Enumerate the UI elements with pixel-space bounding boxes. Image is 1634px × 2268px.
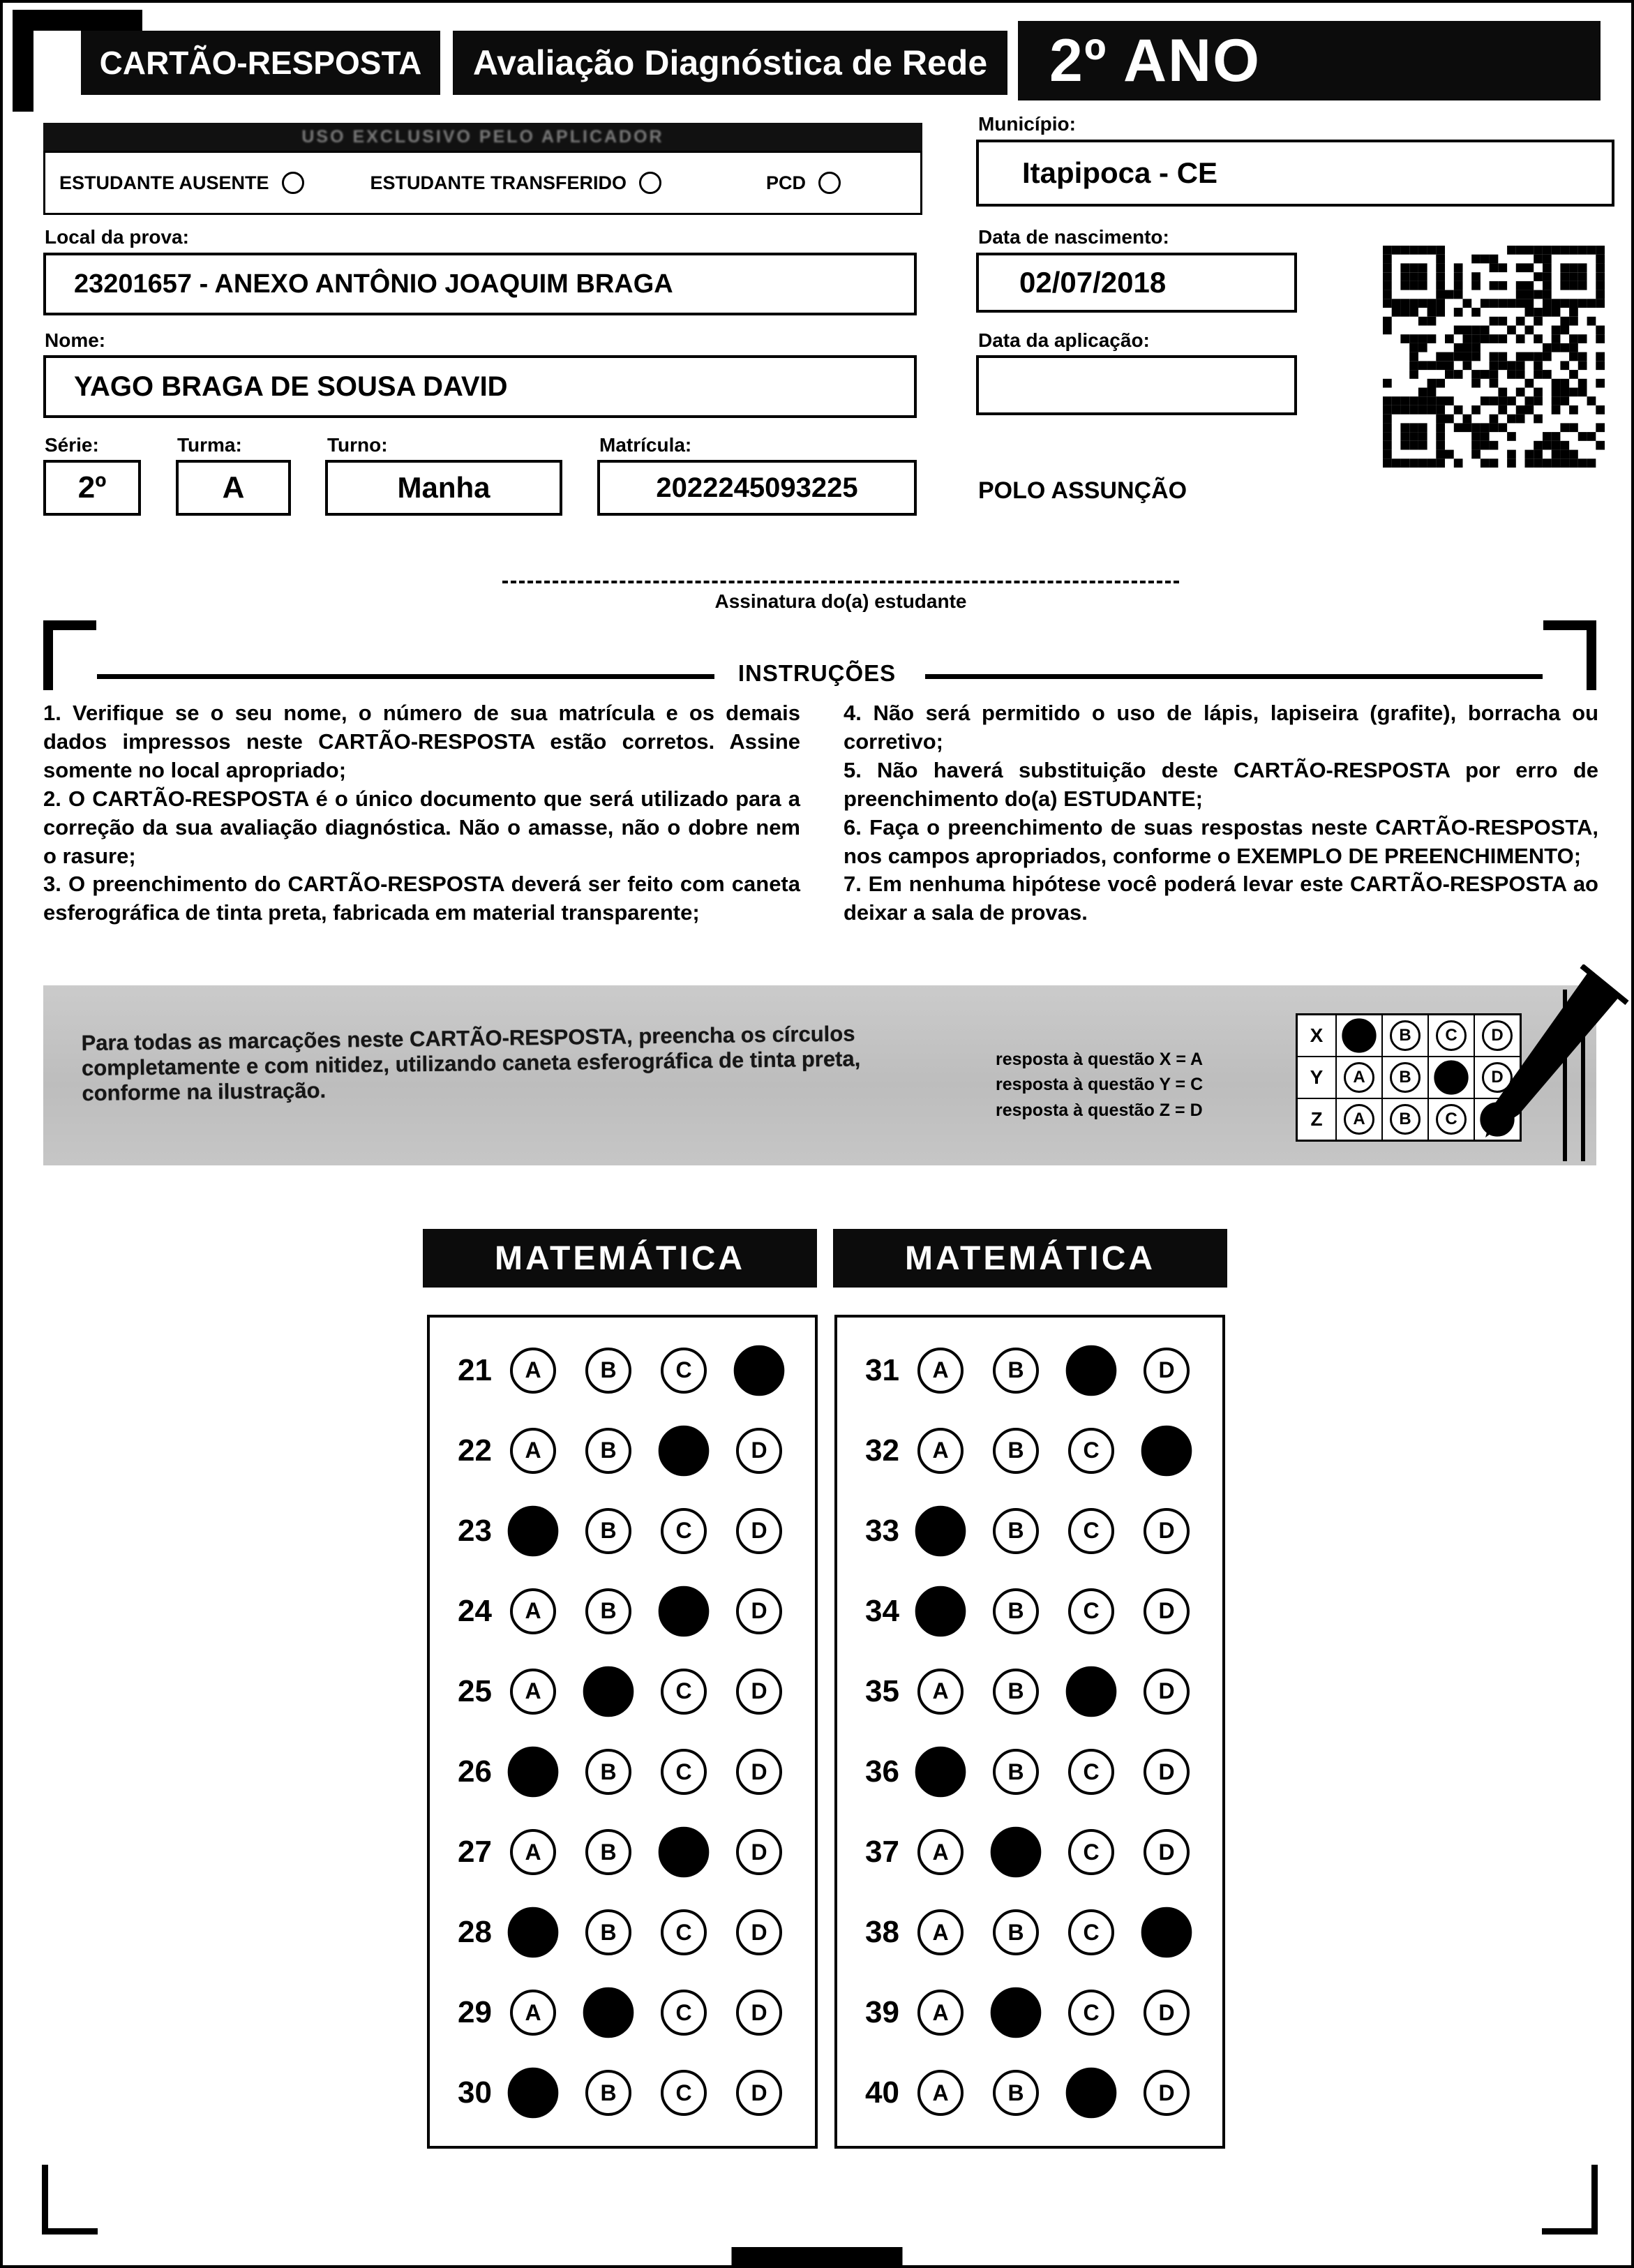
nascimento-label: Data de nascimento:	[978, 226, 1169, 248]
answer-bubble[interactable]: A	[510, 1990, 556, 2036]
subject-header-1: MATEMÁTICA	[423, 1229, 817, 1288]
question-row	[865, 2070, 1222, 2116]
corner-mark-top-left-vertical	[13, 10, 33, 112]
illustration-edge-line-2	[1581, 990, 1585, 1161]
answer-bubble[interactable]: D	[736, 1428, 782, 1474]
question-row	[865, 1669, 1222, 1715]
question-number: 27	[458, 1835, 492, 1870]
example-legend	[996, 1047, 1203, 1123]
answer-bubble[interactable]: D	[736, 1990, 782, 2036]
question-row	[458, 1829, 815, 1875]
answer-bubble-filled[interactable]	[508, 1505, 559, 1556]
answer-bubble[interactable]: B	[993, 1909, 1039, 1955]
answer-bubble[interactable]: C	[661, 1990, 707, 2036]
answer-bubble-filled[interactable]	[583, 1987, 634, 2038]
answer-bubble-filled[interactable]	[508, 1747, 559, 1798]
answer-bubble-filled[interactable]	[915, 1747, 966, 1798]
example-bubble-filled	[1342, 1018, 1376, 1052]
question-number: 30	[458, 2075, 492, 2110]
instruction-item: 6. Faça o preenchimento de suas respostas neste CARTÃO-RESPOSTA, nos campos apropriados, conforme o EXEMPLO DE PREENCHIMENTO;	[844, 814, 1598, 868]
municipio-label: Município:	[978, 113, 1076, 135]
question-row	[865, 1508, 1222, 1554]
answer-bubble[interactable]: C	[661, 1508, 707, 1554]
answer-bubble[interactable]: A	[510, 1348, 556, 1394]
answer-bubble[interactable]: C	[1068, 1990, 1114, 2036]
answer-bubble[interactable]: A	[917, 1990, 964, 2036]
example-bubble-cell	[1383, 1015, 1427, 1056]
answer-grid-2	[834, 1315, 1225, 2149]
answer-bubble[interactable]: A	[917, 1909, 964, 1955]
instruction-item: 1. Verifique se o seu nome, o número de sua matrícula e os demais dados impressos neste CARTÃO-RESPOSTA estão corretos. Assine somente no local apropriado;	[43, 701, 800, 782]
nome-field[interactable]	[43, 355, 917, 418]
aplicador-bar-text: USO EXCLUSIVO PELO APLICADOR	[301, 126, 664, 147]
signature-label: Assinatura do(a) estudante	[714, 590, 967, 612]
nome-value: YAGO BRAGA DE SOUSA DAVID	[74, 371, 508, 402]
answer-bubble[interactable]: B	[993, 1508, 1039, 1554]
answer-bubble[interactable]: D	[736, 1749, 782, 1795]
question-row	[458, 2070, 815, 2116]
instructions-rule-right	[925, 674, 1543, 679]
question-row	[458, 1588, 815, 1634]
turma-field[interactable]	[176, 460, 291, 516]
local-prova-value: 23201657 - ANEXO ANTÔNIO JOAQUIM BRAGA	[74, 269, 673, 299]
status-checkbox-item	[766, 172, 841, 194]
instructions-right	[844, 699, 1598, 927]
answer-bubble[interactable]: D	[736, 1588, 782, 1634]
answer-bubble[interactable]: A	[510, 1829, 556, 1875]
grade-banner	[1018, 21, 1601, 100]
answer-bubble[interactable]: C	[1068, 1829, 1114, 1875]
answer-bubble-filled[interactable]	[915, 1586, 966, 1637]
answer-bubble[interactable]: A	[917, 1669, 964, 1715]
answer-bubble-filled[interactable]	[659, 1586, 710, 1637]
answer-bubble[interactable]: B	[993, 2070, 1039, 2116]
example-bubble-cell	[1429, 1015, 1474, 1056]
question-number: 39	[865, 1995, 899, 2030]
answer-bubble[interactable]: C	[1068, 1428, 1114, 1474]
answer-bubble[interactable]: D	[1144, 1990, 1190, 2036]
status-checkbox-circle[interactable]	[818, 172, 841, 194]
answer-bubble[interactable]: B	[585, 1348, 631, 1394]
example-bubble: B	[1390, 1104, 1421, 1135]
example-bubble-filled	[1434, 1060, 1468, 1094]
answer-bubble[interactable]: C	[661, 1749, 707, 1795]
question-number: 28	[458, 1915, 492, 1950]
question-row	[865, 1428, 1222, 1474]
grade-label: 2º ANO	[1049, 27, 1261, 94]
illustration-edge-line-1	[1563, 990, 1567, 1161]
answer-bubble[interactable]: D	[736, 1669, 782, 1715]
serie-field[interactable]	[43, 460, 141, 516]
answer-bubble[interactable]: D	[1144, 1669, 1190, 1715]
answer-bubble[interactable]: B	[585, 1749, 631, 1795]
question-row	[865, 1348, 1222, 1394]
question-row	[458, 1508, 815, 1554]
question-number: 38	[865, 1915, 899, 1950]
answer-bubble-filled[interactable]	[734, 1345, 785, 1396]
answer-bubble[interactable]: B	[585, 1428, 631, 1474]
question-row	[865, 1588, 1222, 1634]
answer-bubble[interactable]: D	[1144, 1508, 1190, 1554]
example-bubble: A	[1344, 1104, 1374, 1135]
question-number: 35	[865, 1673, 899, 1708]
answer-bubble-filled[interactable]	[659, 1827, 710, 1878]
answer-bubble[interactable]: C	[661, 1348, 707, 1394]
municipio-field[interactable]	[976, 140, 1614, 207]
card-title: CARTÃO-RESPOSTA	[99, 45, 422, 81]
qr-code	[1383, 246, 1605, 468]
question-row	[458, 1749, 815, 1795]
example-bubble-cell	[1383, 1099, 1427, 1140]
answer-bubble[interactable]: B	[585, 2070, 631, 2116]
answer-bubble-filled[interactable]	[1141, 1907, 1192, 1958]
question-number: 23	[458, 1513, 492, 1548]
answer-bubble[interactable]: C	[1068, 1588, 1114, 1634]
answer-bubble-filled[interactable]	[508, 1907, 559, 1958]
aplicacao-field[interactable]	[976, 355, 1297, 415]
serie-value: 2º	[77, 470, 107, 505]
corner-mark-bottom-left-vertical	[42, 2165, 48, 2235]
example-bubble-cell	[1429, 1057, 1474, 1098]
example-legend-line: resposta à questão Y = C	[996, 1075, 1204, 1095]
signature-line[interactable]	[502, 581, 1179, 583]
answer-bubble[interactable]: B	[585, 1829, 631, 1875]
status-checkbox-label: PCD	[766, 172, 807, 193]
local-prova-label: Local da prova:	[45, 226, 189, 248]
instruction-item: 2. O CARTÃO-RESPOSTA é o único documento que será utilizado para a correção da sua avaliação diagnóstica. Não o amasse, não o dobre nem o rasure;	[43, 786, 800, 868]
answer-bubble[interactable]: A	[917, 1829, 964, 1875]
fill-example-note: Para todas as marcações neste CARTÃO-RESPOSTA, preencha os círculos completamente e com nitidez, utilizando caneta esferográfica de tinta preta, conforme na ilustração.	[81, 1021, 861, 1106]
status-checkbox-label: ESTUDANTE AUSENTE	[59, 172, 269, 193]
aplicador-bar	[43, 123, 922, 151]
example-bubble-cell	[1337, 1057, 1381, 1098]
answer-bubble-filled[interactable]	[1066, 1345, 1117, 1396]
answer-bubble[interactable]: D	[1144, 1829, 1190, 1875]
answer-bubble[interactable]: B	[585, 1909, 631, 1955]
question-row	[458, 1428, 815, 1474]
answer-grid-1	[427, 1315, 818, 2149]
example-bubble: C	[1436, 1104, 1467, 1135]
answer-bubble[interactable]: A	[917, 1348, 964, 1394]
answer-bubble[interactable]: B	[585, 1508, 631, 1554]
example-row-label: Z	[1298, 1099, 1335, 1140]
answer-bubble-filled[interactable]	[1066, 2068, 1117, 2119]
answer-bubble[interactable]: C	[661, 1909, 707, 1955]
question-row	[865, 1990, 1222, 2036]
nascimento-field[interactable]	[976, 253, 1297, 313]
aplicacao-label: Data da aplicação:	[978, 329, 1150, 351]
answer-bubble[interactable]: B	[585, 1588, 631, 1634]
question-row	[865, 1829, 1222, 1875]
turma-label: Turma:	[177, 434, 242, 456]
answer-bubble[interactable]: D	[736, 1909, 782, 1955]
answer-bubble[interactable]: A	[510, 1428, 556, 1474]
status-checkbox-item	[59, 172, 304, 194]
example-bubble: B	[1390, 1062, 1421, 1093]
answer-bubble[interactable]: A	[917, 2070, 964, 2116]
exam-title: Avaliação Diagnóstica de Rede	[472, 43, 988, 82]
question-number: 34	[865, 1593, 899, 1628]
turma-value: A	[222, 470, 245, 505]
corner-mark-bottom-right-vertical	[1591, 2165, 1598, 2235]
corner-mark-bottom-right-horizontal	[1542, 2228, 1598, 2235]
example-legend-line: resposta à questão X = A	[996, 1050, 1204, 1069]
polo-label: POLO ASSUNÇÃO	[978, 477, 1187, 504]
matricula-value: 2022245093225	[656, 472, 858, 503]
question-row	[458, 1909, 815, 1955]
instructions-left	[43, 699, 800, 927]
instruction-item: 4. Não será permitido o uso de lápis, lapiseira (grafite), borracha ou corretivo;	[844, 701, 1598, 754]
answer-bubble[interactable]: B	[993, 1348, 1039, 1394]
pen-illustration	[1477, 964, 1634, 1174]
answer-bubble[interactable]: D	[736, 1829, 782, 1875]
question-number: 31	[865, 1352, 899, 1387]
answer-bubble-filled[interactable]	[991, 1827, 1042, 1878]
question-number: 37	[865, 1835, 899, 1870]
answer-bubble[interactable]: D	[1144, 2070, 1190, 2116]
answer-bubble[interactable]: D	[1144, 1749, 1190, 1795]
matricula-field[interactable]	[597, 460, 917, 516]
question-number: 26	[458, 1754, 492, 1789]
nascimento-value: 02/07/2018	[1019, 266, 1167, 299]
answer-bubble[interactable]: B	[993, 1428, 1039, 1474]
status-checkbox-circle[interactable]	[639, 172, 661, 194]
answer-bubble[interactable]: C	[1068, 1508, 1114, 1554]
status-checkbox-circle[interactable]	[282, 172, 304, 194]
exam-title-banner	[453, 31, 1007, 95]
answer-bubble-filled[interactable]	[915, 1505, 966, 1556]
answer-bubble-filled[interactable]	[508, 2068, 559, 2119]
question-number: 21	[458, 1352, 492, 1387]
answer-bubble[interactable]: D	[736, 2070, 782, 2116]
example-bubble-cell	[1337, 1015, 1381, 1056]
turno-label: Turno:	[327, 434, 388, 456]
example-bubble-cell	[1337, 1099, 1381, 1140]
example-bubble-cell	[1383, 1057, 1427, 1098]
answer-bubble-filled[interactable]	[1141, 1425, 1192, 1476]
matricula-label: Matrícula:	[599, 434, 692, 456]
turno-value: Manha	[397, 471, 490, 504]
example-bubble: D	[1482, 1020, 1513, 1051]
instruction-item: 7. Em nenhuma hipótese você poderá levar este CARTÃO-RESPOSTA ao deixar a sala de provas.	[844, 872, 1598, 925]
example-bubble: D	[1482, 1062, 1513, 1093]
answer-bubble-filled[interactable]	[583, 1666, 634, 1717]
answer-bubble[interactable]: A	[510, 1588, 556, 1634]
bottom-registration-bar	[732, 2247, 903, 2265]
answer-bubble[interactable]: D	[1144, 1588, 1190, 1634]
example-row-label: X	[1298, 1015, 1335, 1056]
example-legend-line: resposta à questão Z = D	[996, 1100, 1203, 1120]
example-bubble: B	[1390, 1020, 1421, 1051]
answer-bubble[interactable]: D	[736, 1508, 782, 1554]
instruction-item: 5. Não haverá substituição deste CARTÃO-RESPOSTA por erro de preenchimento do(a) ESTUDANTE;	[844, 757, 1598, 811]
aplicador-checkbox-row	[43, 151, 922, 215]
question-number: 29	[458, 1995, 492, 2030]
instructions-title: INSTRUÇÕES	[737, 660, 897, 686]
answer-bubble[interactable]: B	[993, 1749, 1039, 1795]
question-number: 36	[865, 1754, 899, 1789]
answer-bubble[interactable]: C	[661, 1669, 707, 1715]
question-number: 40	[865, 2075, 899, 2110]
answer-bubble-filled[interactable]	[991, 1987, 1042, 2038]
answer-bubble-filled[interactable]	[659, 1425, 710, 1476]
example-bubble: A	[1344, 1062, 1374, 1093]
answer-bubble[interactable]: D	[1144, 1348, 1190, 1394]
turno-field[interactable]	[325, 460, 562, 516]
nome-label: Nome:	[45, 329, 106, 351]
card-title-banner	[81, 31, 440, 95]
fill-example-panel	[43, 985, 1596, 1165]
municipio-value: Itapipoca - CE	[1022, 156, 1218, 189]
example-bubble: C	[1436, 1020, 1467, 1051]
question-row	[865, 1909, 1222, 1955]
question-row	[458, 1990, 815, 2036]
answer-bubble[interactable]: A	[510, 1669, 556, 1715]
question-row	[865, 1749, 1222, 1795]
example-row-label: Y	[1298, 1057, 1335, 1098]
question-number: 25	[458, 1673, 492, 1708]
instruction-item: 3. O preenchimento do CARTÃO-RESPOSTA deverá ser feito com caneta esferográfica de tinta preta, fabricada em material transparente;	[43, 872, 800, 925]
answer-bubble[interactable]: B	[993, 1588, 1039, 1634]
subject-header-2: MATEMÁTICA	[833, 1229, 1227, 1288]
question-number: 22	[458, 1433, 492, 1468]
question-number: 24	[458, 1593, 492, 1628]
answer-bubble[interactable]: B	[993, 1669, 1039, 1715]
local-prova-field[interactable]	[43, 253, 917, 315]
answer-bubble[interactable]: C	[1068, 1749, 1114, 1795]
question-number: 32	[865, 1433, 899, 1468]
status-checkbox-label: ESTUDANTE TRANSFERIDO	[370, 172, 627, 193]
answer-bubble[interactable]: C	[661, 2070, 707, 2116]
question-row	[458, 1669, 815, 1715]
question-row	[458, 1348, 815, 1394]
status-checkbox-item	[370, 172, 662, 194]
question-number: 33	[865, 1513, 899, 1548]
answer-bubble[interactable]: C	[1068, 1909, 1114, 1955]
serie-label: Série:	[45, 434, 99, 456]
answer-bubble-filled[interactable]	[1066, 1666, 1117, 1717]
instructions-rule-left	[97, 674, 714, 679]
answer-bubble[interactable]: A	[917, 1428, 964, 1474]
example-bubble-cell	[1429, 1099, 1474, 1140]
corner-mark-bottom-left-horizontal	[42, 2228, 98, 2235]
